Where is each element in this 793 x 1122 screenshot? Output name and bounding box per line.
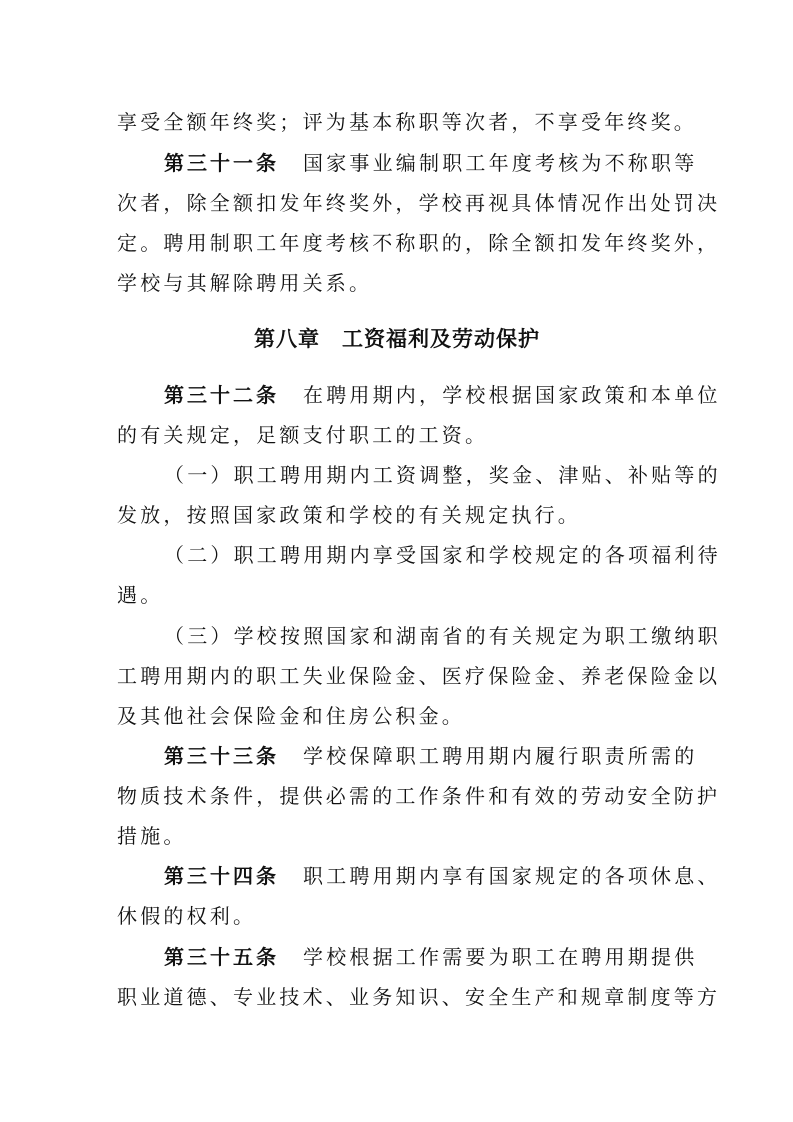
paragraph-line: 学校与其解除聘用关系。 (117, 271, 373, 295)
paragraph-line: 及其他社会保险金和住房公积金。 (117, 704, 465, 728)
article-34-first-line (164, 864, 721, 888)
paragraph-line: 职业道德、专业技术、业务知识、安全生产和规章制度等方 (117, 985, 721, 1009)
paragraph-line: （三）学校按照国家和湖南省的有关规定为职工缴纳职 (164, 624, 721, 648)
article-text: 学校根据工作需要为职工在聘用期提供 (303, 945, 698, 969)
chapter-number: 第八章 (254, 327, 320, 351)
article-label: 第三十二条 (164, 383, 279, 407)
paragraph-line: 措施。 (117, 824, 187, 848)
chapter-title: 工资福利及劳动保护 (342, 327, 540, 351)
paragraph-line: 发放，按照国家政策和学校的有关规定执行。 (117, 503, 581, 527)
paragraph-line: 定。聘用制职工年度考核不称职的，除全额扣发年终奖外， (117, 231, 721, 255)
article-31-first-line (164, 151, 698, 175)
paragraph-line: 休假的权利。 (117, 904, 257, 928)
paragraph-line: 的有关规定，足额支付职工的工资。 (117, 423, 489, 447)
article-text: 国家事业编制职工年度考核为不称职等 (303, 151, 698, 175)
paragraph-line: （二）职工聘用期内享受国家和学校规定的各项福利待 (164, 543, 721, 567)
article-label: 第三十五条 (164, 945, 279, 969)
article-text: 学校保障职工聘用期内履行职责所需的 (303, 744, 698, 768)
paragraph-line: （一）职工聘用期内工资调整，奖金、津贴、补贴等的 (164, 463, 721, 487)
paragraph-line: 次者，除全额扣发年终奖外，学校再视具体情况作出处罚决 (117, 191, 721, 215)
article-text: 职工聘用期内享有国家规定的各项休息、 (303, 864, 721, 888)
article-label: 第三十一条 (164, 151, 279, 175)
paragraph-line: 享受全额年终奖；评为基本称职等次者，不享受年终奖。 (117, 110, 697, 134)
paragraph-line: 工聘用期内的职工失业保险金、医疗保险金、养老保险金以 (117, 664, 721, 688)
paragraph-line: 遇。 (117, 583, 164, 607)
paragraph-line: 物质技术条件，提供必需的工作条件和有效的劳动安全防护 (117, 784, 721, 808)
article-label: 第三十三条 (164, 744, 279, 768)
article-33-first-line (164, 744, 698, 768)
article-label: 第三十四条 (164, 864, 279, 888)
article-35-first-line (164, 945, 698, 969)
chapter-heading (117, 326, 677, 352)
article-text: 在聘用期内，学校根据国家政策和本单位 (303, 383, 721, 407)
article-32-first-line (164, 383, 721, 407)
